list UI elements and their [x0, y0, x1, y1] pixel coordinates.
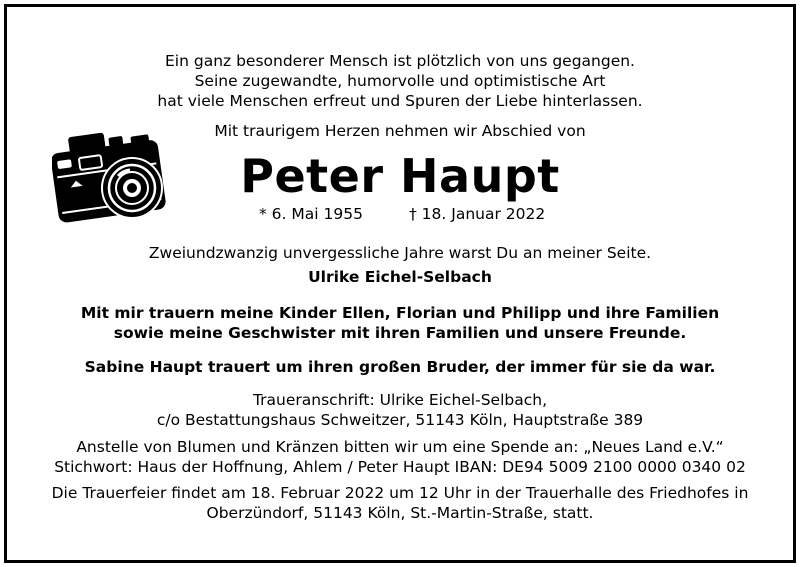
ceremony-line-1: Die Trauerfeier findet am 18. Februar 2022 um 12 Uhr in der Trauerhalle des Friedhofes in: [51, 484, 749, 502]
ceremony-line-2: Oberzündorf, 51143 Köln, St.-Martin-Straße, statt.: [206, 504, 594, 522]
intro-line-2: Seine zugewandte, humorvolle und optimistische Art: [194, 72, 606, 90]
address-line-1: Traueranschrift: Ulrike Eichel-Selbach,: [252, 391, 547, 409]
partner-line: Zweiundzwanzig unvergessliche Jahre warst Du an meiner Seite.: [148, 244, 652, 262]
farewell-line: Mit traurigem Herzen nehmen wir Abschied von: [214, 122, 586, 140]
intro-line-3: hat viele Menschen erfreut und Spuren der Liebe hinterlassen.: [157, 92, 643, 110]
birth-date: * 6. Mai 1955: [259, 205, 363, 223]
partner-name: Ulrike Eichel-Selbach: [308, 268, 492, 286]
mourners-line-2: sowie meine Geschwister mit ihren Familien und unsere Freunde.: [113, 324, 687, 342]
address-line-2: c/o Bestattungshaus Schweitzer, 51143 Köln, Hauptstraße 389: [156, 411, 644, 429]
intro-line-1: Ein ganz besonderer Mensch ist plötzlich von uns gegangen.: [165, 52, 635, 70]
deceased-name: Peter Haupt: [240, 149, 560, 203]
donation-line-1: Anstelle von Blumen und Kränzen bitten wir um eine Spende an: „Neues Land e.V.“: [76, 438, 724, 456]
donation-line-2: Stichwort: Haus der Hoffnung, Ahlem / Peter Haupt IBAN: DE94 5009 2100 0000 0340 02: [54, 458, 746, 476]
sister-line: Sabine Haupt trauert um ihren großen Bruder, der immer für sie da war.: [84, 358, 716, 376]
mourners-line-1: Mit mir trauern meine Kinder Ellen, Florian und Philipp und ihre Familien: [80, 304, 720, 322]
death-date: † 18. Januar 2022: [409, 205, 546, 223]
